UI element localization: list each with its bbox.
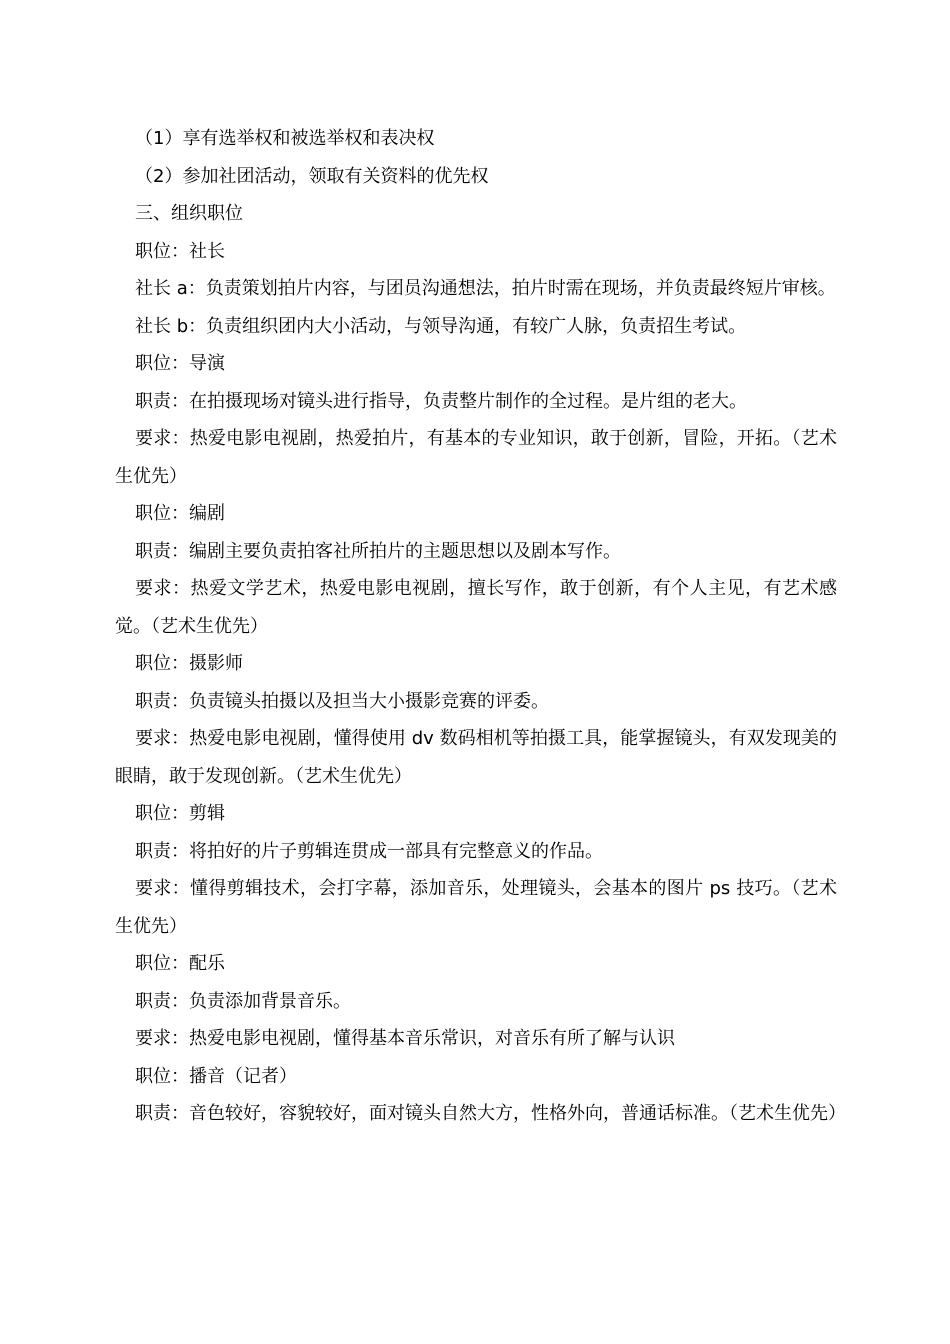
editor-requirement: 要求：懂得剪辑技术，会打字幕，添加音乐，处理镜头，会基本的图片 ps 技巧。（艺术生优先） bbox=[115, 878, 837, 937]
position-photographer: 职位：摄影师 bbox=[135, 653, 243, 674]
photographer-requirement: 要求：热爱电影电视剧，懂得使用 dv 数码相机等拍摄工具，能掌握镜头，有双发现美的眼睛，敢于发现创新。（艺术生优先） bbox=[115, 728, 837, 787]
position-music: 职位：配乐 bbox=[135, 953, 225, 974]
screenwriter-requirement: 要求：热爱文学艺术，热爱电影电视剧，擅长写作，敢于创新，有个人主见，有艺术感觉。（艺术生优先） bbox=[115, 578, 837, 637]
position-screenwriter: 职位：编剧 bbox=[135, 503, 225, 524]
document-body bbox=[115, 120, 846, 1133]
editor-duty: 职责：将拍好的片子剪辑连贯成一部具有完整意义的作品。 bbox=[135, 840, 603, 862]
position-announcer: 职位：播音（记者） bbox=[135, 1065, 297, 1087]
president-b-duty: 社长 b：负责组织团内大小活动，与领导沟通，有较广人脉，负责招生考试。 bbox=[135, 315, 747, 337]
announcer-duty: 职责：音色较好，容貌较好，面对镜头自然大方，性格外向，普通话标准。（艺术生优先） bbox=[135, 1103, 846, 1124]
music-duty: 职责：负责添加背景音乐。 bbox=[135, 990, 351, 1012]
director-duty: 职责：在拍摄现场对镜头进行指导，负责整片制作的全过程。是片组的老大。 bbox=[135, 390, 747, 412]
paragraph-right-1: （1）享有选举权和被选举权和表决权 bbox=[135, 128, 435, 149]
music-requirement: 要求：热爱电影电视剧，懂得基本音乐常识，对音乐有所了解与认识 bbox=[135, 1028, 675, 1049]
position-president: 职位：社长 bbox=[135, 240, 225, 262]
position-director: 职位：导演 bbox=[135, 353, 225, 374]
screenwriter-duty: 职责：编剧主要负责拍客社所拍片的主题思想以及剧本写作。 bbox=[135, 540, 621, 562]
paragraph-right-2: （2）参加社团活动，领取有关资料的优先权 bbox=[135, 165, 489, 187]
photographer-duty: 职责：负责镜头拍摄以及担当大小摄影竞赛的评委。 bbox=[135, 690, 549, 712]
position-editor: 职位：剪辑 bbox=[135, 803, 225, 824]
president-a-duty: 社长 a：负责策划拍片内容，与团员沟通想法，拍片时需在现场，并负责最终短片审核。 bbox=[135, 278, 836, 299]
director-requirement: 要求：热爱电影电视剧，热爱拍片，有基本的专业知识，敢于创新，冒险，开拓。（艺术生优先） bbox=[115, 428, 837, 487]
section-heading: 三、组织职位 bbox=[135, 203, 243, 224]
